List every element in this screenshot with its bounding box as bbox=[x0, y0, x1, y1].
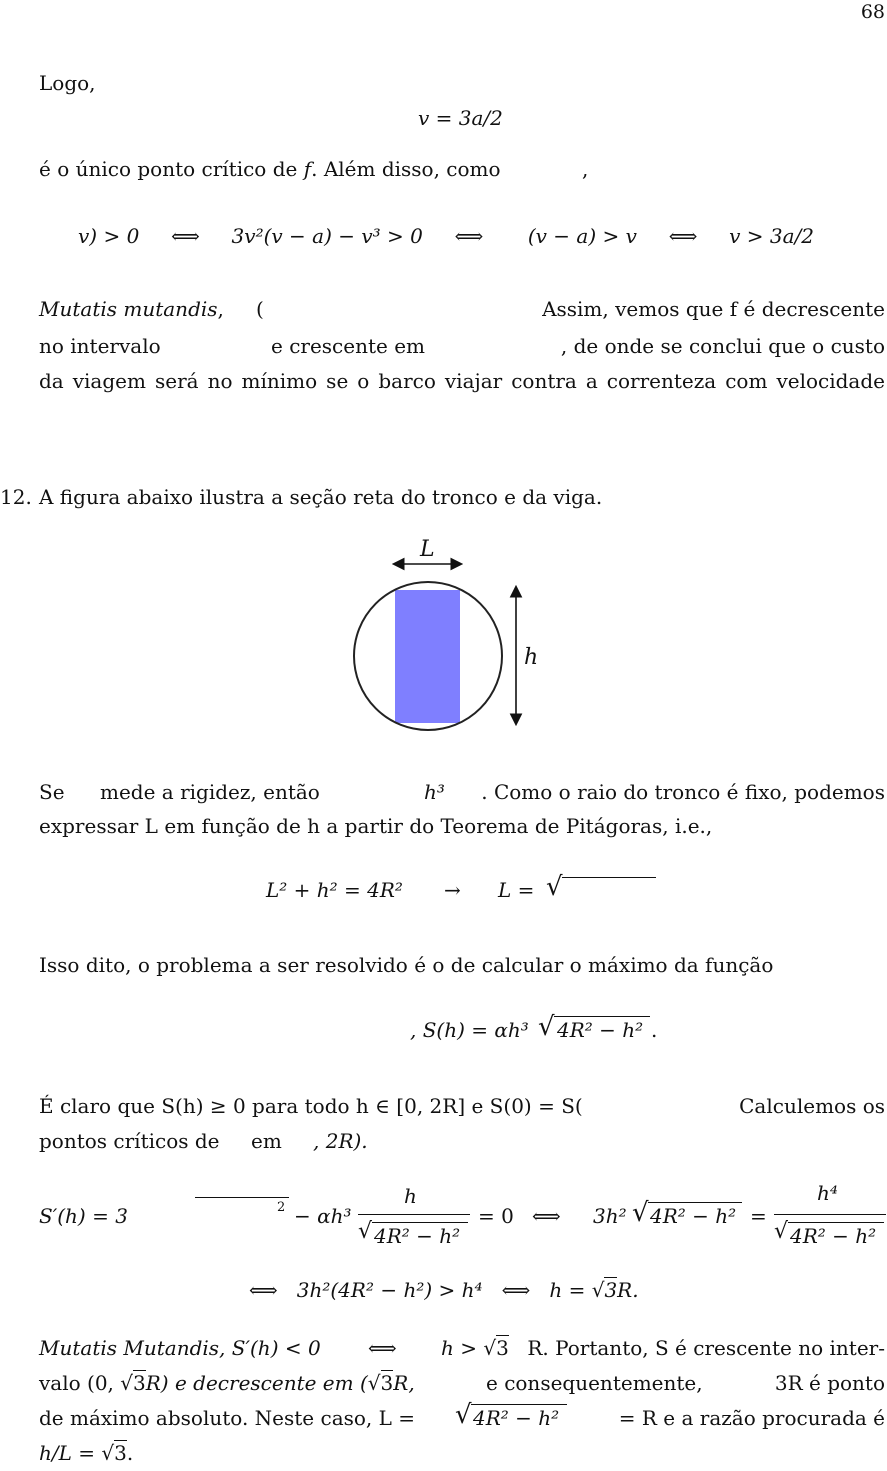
final-line: h/L = √3. bbox=[39, 1441, 134, 1465]
func-end: . bbox=[651, 1018, 658, 1042]
func-sqrt: √ bbox=[538, 1012, 555, 1042]
deriv-iff: ⟺ bbox=[532, 1204, 561, 1228]
isso-line: Isso dito, o problema a ser resolvido é o de calcular o máximo da função bbox=[39, 953, 774, 977]
pontos-right: , 2R). bbox=[313, 1129, 368, 1153]
critical-left: é o único ponto crítico de bbox=[39, 157, 304, 181]
valo-a: valo (0, √3R) e decrescente em (√3R, bbox=[39, 1371, 415, 1395]
mutatis-label: Mutatis mutandis bbox=[39, 297, 218, 321]
claro-left: É claro que S(h) ≥ 0 para todo h ∈ [0, 2R] e S(0) = S( bbox=[39, 1094, 583, 1118]
para-line2-mid: e crescente em bbox=[271, 334, 426, 358]
deriv-den-sqrt: √ bbox=[358, 1219, 373, 1244]
maximo-a: de máximo absoluto. Neste caso, L = bbox=[39, 1406, 416, 1430]
deriv-sqrt-bar bbox=[195, 1197, 289, 1198]
deriv-eq: = bbox=[750, 1204, 767, 1228]
rig-se: Se bbox=[39, 780, 65, 804]
maximo-b: = R e a razão procurada é bbox=[618, 1406, 885, 1430]
deriv-mid-rad: 4R² − h² bbox=[650, 1204, 737, 1228]
func-radicand: 4R² − h² bbox=[557, 1018, 644, 1042]
deriv-minus: − αh³ bbox=[294, 1204, 352, 1228]
mut2-left: Mutatis Mutandis, S′(h) < 0 bbox=[39, 1336, 321, 1360]
para-line3: da viagem será no mínimo se o barco viajar contra a correnteza com velocidade bbox=[39, 369, 885, 393]
deriv-frac-bar bbox=[358, 1214, 470, 1215]
problem-intro: A figura abaixo ilustra a seção reta do tronco e da viga. bbox=[39, 485, 603, 509]
logo-text: Logo, bbox=[39, 71, 96, 95]
rig-mede: mede a rigidez, então bbox=[100, 780, 320, 804]
deriv-den: 4R² − h² bbox=[374, 1224, 461, 1248]
deriv-rden-sqrt: √ bbox=[774, 1219, 789, 1244]
deriv-lhs: S′(h) = 3 bbox=[39, 1204, 128, 1228]
deriv-rnum: h⁴ bbox=[817, 1181, 838, 1205]
equivalence-line: v) > 0 ⟺ 3v²(v − a) − v³ > 0 ⟺ (v − a) > v ⟺ v > 3a/2 bbox=[78, 224, 815, 248]
deriv-rden-sqrt-bar bbox=[788, 1222, 884, 1223]
label-L: L bbox=[420, 537, 435, 562]
mutatis-right: Assim, vemos que f é decrescente bbox=[542, 297, 885, 321]
para-line2-right: , de onde se conclui que o custo bbox=[560, 334, 885, 358]
maximo-rad: 4R² − h² bbox=[473, 1406, 560, 1430]
pyth-sqrt: √ bbox=[546, 872, 563, 902]
log-section-figure bbox=[340, 530, 550, 740]
valo-d: e consequentemente, bbox=[486, 1371, 703, 1395]
deriv-num: h bbox=[404, 1184, 417, 1208]
pontos-em: em bbox=[251, 1129, 282, 1153]
rig-rest: . Como o raio do tronco é fixo, podemos bbox=[481, 780, 885, 804]
label-h: h bbox=[524, 645, 539, 670]
maximo-sqrt: √ bbox=[455, 1400, 472, 1430]
mut2-b: h > √3 bbox=[441, 1336, 509, 1360]
para-line2-left: no intervalo bbox=[39, 334, 161, 358]
pyth-right: L = bbox=[498, 878, 535, 902]
claro-right: Calculemos os bbox=[739, 1094, 885, 1118]
deriv-den-sqrt-bar bbox=[372, 1222, 468, 1223]
pyth-left: L² + h² = 4R² bbox=[266, 878, 403, 902]
deriv-mid-sqrt-bar bbox=[648, 1202, 742, 1203]
critical-point-sentence bbox=[39, 159, 501, 179]
deriv-rden: 4R² − h² bbox=[790, 1224, 877, 1248]
deriv-mid-sqrt: √ bbox=[632, 1198, 649, 1228]
problem-number: 12. bbox=[0, 485, 32, 509]
deriv-rfrac-bar bbox=[774, 1214, 886, 1215]
mut2-iff: ⟺ bbox=[368, 1336, 397, 1360]
pontos-left: pontos críticos de bbox=[39, 1129, 220, 1153]
mutatis-comma: , bbox=[217, 297, 224, 321]
pyth-sqrt-bar bbox=[562, 877, 656, 878]
mut2-c: R. Portanto, S é crescente no inter- bbox=[527, 1336, 885, 1360]
expressar-line: expressar L em função de h a partir do Teorema de Pitágoras, i.e., bbox=[39, 814, 713, 838]
critical-f: f bbox=[303, 157, 312, 181]
deriv-mid: 3h² bbox=[593, 1204, 627, 1228]
deriv-eq0: = 0 bbox=[478, 1204, 514, 1228]
critical-right: . Além disso, como bbox=[311, 157, 501, 181]
critical-comma: , bbox=[582, 157, 589, 181]
func-prefix: , S(h) = αh³ bbox=[410, 1018, 529, 1042]
beam-rectangle bbox=[395, 590, 460, 723]
maximo-sqrt-bar bbox=[471, 1404, 567, 1405]
rig-h3: h³ bbox=[424, 780, 445, 804]
valo-e: 3R é ponto bbox=[774, 1371, 885, 1395]
mutatis-line-1 bbox=[39, 299, 224, 319]
pyth-arrow: → bbox=[444, 878, 461, 902]
deriv-sq: 2 bbox=[277, 1200, 286, 1215]
iff2-line: ⟺ 3h²(4R² − h²) > h⁴ ⟺ h = √3R. bbox=[249, 1278, 639, 1302]
mutatis-paren: ( bbox=[256, 297, 264, 321]
func-sqrt-bar bbox=[554, 1016, 650, 1017]
equation-v: v = 3a/2 bbox=[418, 106, 503, 130]
page-number: 68 bbox=[860, 1, 885, 23]
